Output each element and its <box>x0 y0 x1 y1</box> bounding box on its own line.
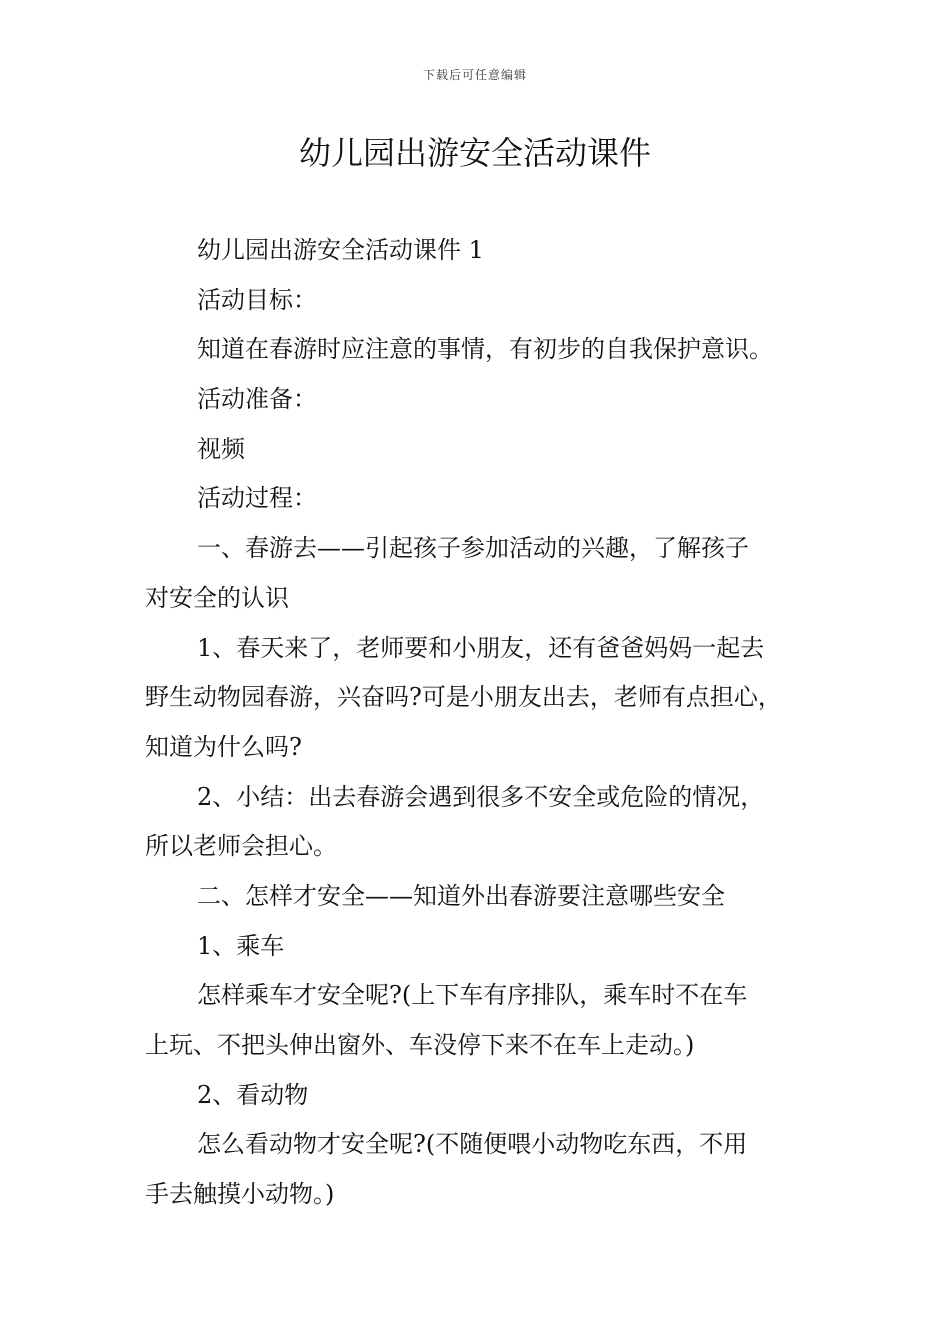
paragraph-line: 野生动物园春游，兴奋吗?可是小朋友出去，老师有点担心， <box>145 683 782 712</box>
paragraph-line: 对安全的认识 <box>145 583 289 612</box>
header-note: 下载后可任意编辑 <box>422 68 527 82</box>
paragraph-line: 知道在春游时应注意的事情，有初步的自我保护意识。 <box>197 335 773 364</box>
document-body <box>145 226 811 1220</box>
section-heading: 幼儿园出游安全活动课件 1 <box>197 236 484 264</box>
paragraph-line: 知道为什么吗? <box>145 732 302 761</box>
paragraph-line: 活动准备： <box>197 385 317 414</box>
paragraph-line: 所以老师会担心。 <box>145 832 337 861</box>
paragraph-line: 1、乘车 <box>197 931 285 960</box>
paragraph-line: 怎样乘车才安全呢?(上下车有序排队，乘车时不在车 <box>197 981 748 1010</box>
paragraph-line: 活动目标： <box>197 285 317 314</box>
paragraph-line: 视频 <box>197 434 245 463</box>
paragraph-line: 2、看动物 <box>197 1080 309 1109</box>
paragraph-line: 活动过程： <box>197 484 317 513</box>
paragraph-line: 二、怎样才安全——知道外出春游要注意哪些安全 <box>197 881 725 910</box>
paragraph-line: 上玩、不把头伸出窗外、车没停下来不在车上走动。) <box>145 1031 695 1059</box>
document-title: 幼儿园出游安全活动课件 <box>298 134 651 172</box>
paragraph-line: 怎么看动物才安全呢?(不随便喂小动物吃东西，不用 <box>197 1130 748 1159</box>
paragraph-line: 一、春游去——引起孩子参加活动的兴趣，了解孩子 <box>197 534 749 563</box>
paragraph-line: 手去触摸小动物。) <box>145 1180 335 1209</box>
paragraph-line: 2、小结：出去春游会遇到很多不安全或危险的情况， <box>197 782 765 811</box>
paragraph-line: 1、春天来了，老师要和小朋友，还有爸爸妈妈一起去 <box>197 633 765 662</box>
